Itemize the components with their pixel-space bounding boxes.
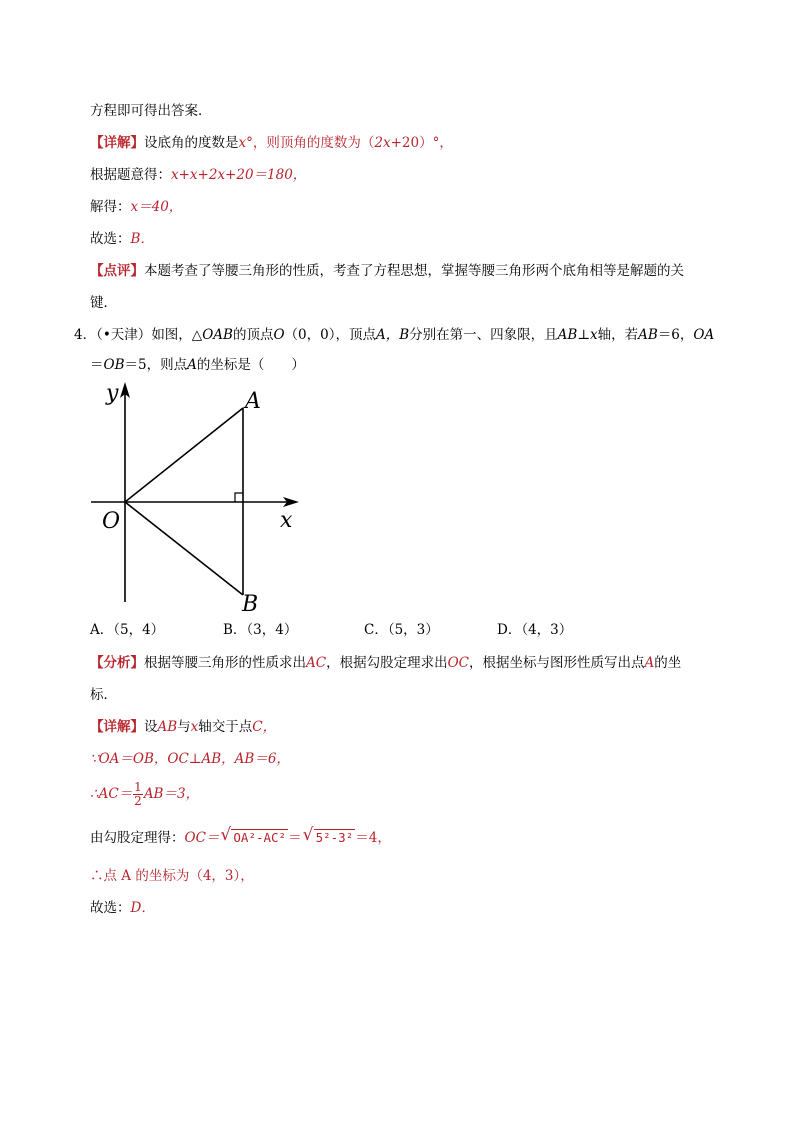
q4-detail-line: 【详解】设AB与x轴交于点C， <box>90 719 277 735</box>
q3-review-line2: 键． <box>90 295 117 311</box>
q4-analysis-line2: 标． <box>90 687 117 703</box>
q4-figure <box>88 378 318 618</box>
q4-therefore-ac-line: ∴AC＝ $\frac{1}{2}$ AB＝3， <box>90 780 200 808</box>
q4-stem-line1: 4．（•天津）如图，△OAB的顶点O（0，0），顶点A，B分别在第一、四象限，且AB⊥x轴，若AB＝6，OA <box>74 327 715 343</box>
origin-label: O <box>102 509 121 534</box>
q4-stem-line2: ＝OB＝5，则点A的坐标是（ ） <box>90 357 305 373</box>
q4-choose-line: 故选：D． <box>90 900 155 916</box>
x-label: x <box>280 508 293 533</box>
sqrt-oa-ac: √ OA²-AC² <box>220 825 287 845</box>
point-a-label: A <box>245 389 261 414</box>
q4-because-line: ∵OA＝OB，OC⊥AB，AB＝6， <box>90 751 290 767</box>
q3-answer-hint: 方程即可得出答案． <box>90 103 212 119</box>
q4-coord-line: ∴点 A 的坐标为（4，3）， <box>90 868 254 884</box>
q3-detail-line: 【详解】设底角的度数是x°，则顶角的度数为（2x+20）°， <box>90 135 453 151</box>
option-c[interactable]: C．（5，3） <box>364 622 439 638</box>
q3-review-line1: 【点评】本题考查了等腰三角形的性质，考查了方程思想，掌握等腰三角形两个底角相等是解题的关 <box>90 263 684 279</box>
point-b-label: B <box>242 592 259 617</box>
q3-solve-line: 解得：x＝40， <box>90 199 183 215</box>
fraction-one-half: $\frac{1}{2}$ <box>134 780 142 808</box>
right-angle-mark <box>235 493 243 502</box>
segment-ob <box>125 502 243 595</box>
option-b[interactable]: B．（3，4） <box>223 622 298 638</box>
q4-pythagoras-line: 由勾股定理得：OC＝ √ OA²-AC² ＝ √ 5²-3² ＝4， <box>90 825 391 846</box>
option-a[interactable]: A．（5，4） <box>90 622 165 638</box>
q3-choose-line: 故选：B． <box>90 231 154 247</box>
q3-equation-line: 根据题意得：x+x+2x+20＝180， <box>90 167 307 183</box>
option-d[interactable]: D．（4，3） <box>497 622 573 638</box>
sqrt-5-3: √ 5²-3² <box>302 825 354 845</box>
q4-analysis-line1: 【分析】根据等腰三角形的性质求出AC，根据勾股定理求出OC，根据坐标与图形性质写出点A的坐 <box>90 655 682 671</box>
segment-oa <box>125 408 243 502</box>
y-label: y <box>106 381 119 406</box>
